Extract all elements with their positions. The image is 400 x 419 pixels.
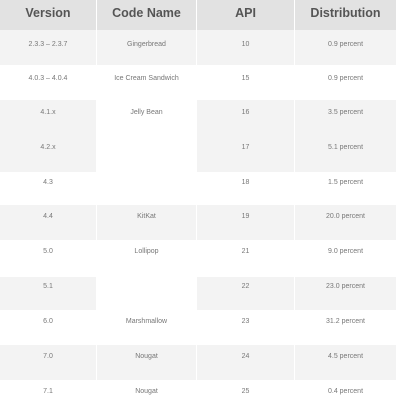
cell-distribution: 23.0 percent	[295, 277, 397, 310]
cell-version: 7.0	[0, 345, 97, 380]
cell-code-name: Nougat	[97, 345, 197, 380]
cell-code-name: KitKat	[97, 205, 197, 240]
cell-api: 18	[197, 172, 295, 205]
cell-api: 16	[197, 100, 295, 137]
cell-distribution: 4.5 percent	[295, 345, 397, 380]
cell-api: 25	[197, 380, 295, 419]
cell-api: 15	[197, 65, 295, 100]
cell-distribution: 9.0 percent	[295, 240, 397, 277]
cell-api: 17	[197, 137, 295, 172]
cell-api: 24	[197, 345, 295, 380]
column-header-code-name: Code Name	[97, 0, 197, 30]
cell-version: 4.1.x	[0, 100, 97, 137]
cell-code-name: Marshmallow	[97, 310, 197, 345]
cell-distribution: 3.5 percent	[295, 100, 397, 137]
cell-code-name: Jelly Bean	[97, 100, 197, 205]
cell-api: 23	[197, 310, 295, 345]
column-header-api: API	[197, 0, 295, 30]
cell-version: 4.3	[0, 172, 97, 205]
column-header-distribution: Distribution	[295, 0, 397, 30]
cell-code-name: Lollipop	[97, 240, 197, 310]
column-header-version: Version	[0, 0, 97, 30]
cell-version: 4.2.x	[0, 137, 97, 172]
cell-version: 5.1	[0, 277, 97, 310]
cell-api: 22	[197, 277, 295, 310]
cell-api: 21	[197, 240, 295, 277]
cell-version: 4.4	[0, 205, 97, 240]
cell-api: 19	[197, 205, 295, 240]
cell-api: 10	[197, 30, 295, 65]
cell-distribution: 5.1 percent	[295, 137, 397, 172]
cell-distribution: 0.9 percent	[295, 65, 397, 100]
cell-code-name: Nougat	[97, 380, 197, 419]
cell-distribution: 20.0 percent	[295, 205, 397, 240]
cell-distribution: 31.2 percent	[295, 310, 397, 345]
cell-version: 2.3.3 – 2.3.7	[0, 30, 97, 65]
cell-distribution: 0.9 percent	[295, 30, 397, 65]
cell-distribution: 1.5 percent	[295, 172, 397, 205]
cell-code-name: Gingerbread	[97, 30, 197, 65]
cell-version: 5.0	[0, 240, 97, 277]
cell-version: 4.0.3 – 4.0.4	[0, 65, 97, 100]
cell-version: 6.0	[0, 310, 97, 345]
cell-version: 7.1	[0, 380, 97, 419]
cell-code-name: Ice Cream Sandwich	[97, 65, 197, 100]
cell-distribution: 0.4 percent	[295, 380, 397, 419]
